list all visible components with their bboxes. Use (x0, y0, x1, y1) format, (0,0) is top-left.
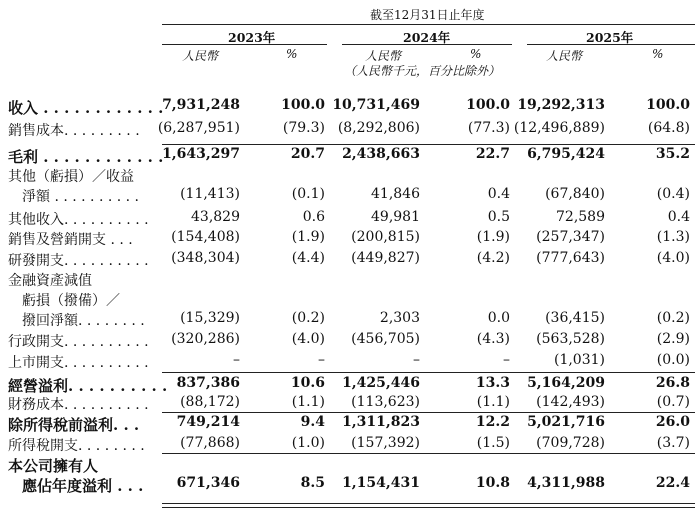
row-label: 撥回淨額. . . . . . . . (22, 313, 145, 329)
cell-amount-2025: (709,728) (536, 435, 605, 451)
row-label: 研發開支. . . . . . . . . . (8, 253, 149, 269)
year-rule-2023 (162, 44, 327, 45)
percent-label-2023: % (286, 47, 298, 61)
cell-pct-2024: (77.3) (467, 120, 510, 136)
row-label: 銷售及營銷開支 . . . (8, 232, 133, 248)
cell-amount-2025: (257,347) (536, 229, 605, 245)
cell-pct-2025: (64.8) (647, 120, 690, 136)
cell-amount-2024: 10,731,469 (332, 97, 420, 113)
cell-pct-2023: 0.6 (302, 209, 325, 225)
cell-amount-2025: 5,164,209 (527, 375, 605, 391)
cell-pct-2025: (0.4) (656, 186, 690, 202)
year-rule-2025 (527, 44, 695, 45)
row-label: 金融資產減值 (8, 273, 92, 289)
cell-pct-2023: (1.0) (291, 435, 325, 451)
year-rule-2024 (342, 44, 512, 45)
currency-label-2023: 人民幣 (182, 49, 219, 63)
row-label: 虧損（撥備）／ (22, 293, 120, 309)
cell-amount-2025: 72,589 (556, 209, 605, 225)
cell-pct-2024: (1.1) (476, 394, 510, 410)
cell-amount-2025: (1,031) (553, 352, 605, 368)
year-2025: 2025年 (586, 30, 634, 45)
cell-amount-2024: 49,981 (371, 209, 420, 225)
rule-bottom-2 (162, 507, 695, 508)
rule-pbt-top (162, 412, 695, 413)
rule-op-profit-top (162, 372, 695, 373)
cell-amount-2023: (88,172) (180, 394, 240, 410)
cell-pct-2023: (1.9) (291, 229, 325, 245)
cell-pct-2023: – (318, 352, 325, 368)
cell-pct-2023: 8.5 (300, 475, 325, 491)
cell-pct-2024: – (503, 352, 510, 368)
cell-amount-2023: (154,408) (171, 229, 240, 245)
cell-pct-2025: 22.4 (655, 475, 690, 491)
cell-amount-2024: (456,705) (351, 331, 420, 347)
cell-pct-2025: (1.3) (656, 229, 690, 245)
cell-pct-2023: 20.7 (290, 146, 325, 162)
cell-amount-2025: (142,493) (536, 394, 605, 410)
cell-amount-2025: (36,415) (545, 310, 605, 326)
currency-label-2024: 人民幣 (365, 49, 402, 63)
cell-pct-2024: 10.8 (475, 475, 510, 491)
row-label: 財務成本. . . . . . . . . . (8, 397, 149, 413)
cell-amount-2023: (77,868) (180, 435, 240, 451)
cell-amount-2023: 671,346 (176, 475, 240, 491)
cell-amount-2024: 2,438,663 (342, 146, 420, 162)
cell-pct-2024: (1.5) (476, 435, 510, 451)
row-label: 行政開支. . . . . . . . . . (8, 334, 149, 350)
cell-amount-2023: (11,413) (180, 186, 240, 202)
row-label: 經營溢利. . . . . . . . . . (8, 377, 168, 395)
cell-amount-2023: 43,829 (191, 209, 240, 225)
row-label: 淨額 . . . . . . . . . . (22, 189, 140, 205)
cell-amount-2023: 1,643,297 (162, 146, 240, 162)
cell-pct-2023: (0.1) (291, 186, 325, 202)
cell-amount-2024: 1,311,823 (342, 414, 420, 430)
row-label: 其他（虧損）／收益 (8, 169, 134, 185)
cell-pct-2024: (4.2) (476, 250, 510, 266)
cell-amount-2024: (113,623) (351, 394, 420, 410)
cell-amount-2025: (777,643) (536, 250, 605, 266)
cell-pct-2024: 0.5 (487, 209, 510, 225)
year-2024: 2024年 (403, 30, 451, 45)
cell-pct-2023: (1.1) (291, 394, 325, 410)
cell-amount-2023: (6,287,951) (157, 120, 240, 136)
row-label: 其他收入. . . . . . . . . . (8, 212, 149, 228)
cell-pct-2024: 0.4 (487, 186, 510, 202)
cell-pct-2025: (0.2) (656, 310, 690, 326)
row-label: 應佔年度溢利 . . . (22, 477, 144, 495)
cell-pct-2023: 100.0 (281, 97, 325, 113)
year-2023: 2023年 (228, 30, 276, 45)
cell-amount-2025: 19,292,313 (517, 97, 605, 113)
cell-amount-2023: (348,304) (171, 250, 240, 266)
row-label: 毛利 . . . . . . . . . . . . (8, 148, 164, 166)
cell-pct-2025: (3.7) (656, 435, 690, 451)
cell-pct-2025: (4.0) (656, 250, 690, 266)
unit-note: （人民幣千元，百分比除外） (344, 64, 501, 78)
cell-amount-2023: (320,286) (171, 331, 240, 347)
row-label: 銷售成本. . . . . . . . . (8, 123, 140, 139)
cell-amount-2023: 749,214 (176, 414, 240, 430)
cell-amount-2023: 837,386 (176, 375, 240, 391)
cell-pct-2025: (2.9) (656, 331, 690, 347)
cell-pct-2024: (1.9) (476, 229, 510, 245)
period-title: 截至12月31日止年度 (370, 8, 485, 22)
cell-amount-2024: – (413, 352, 420, 368)
header-rule (162, 24, 695, 25)
cell-pct-2025: 26.8 (655, 375, 690, 391)
cell-amount-2023: 7,931,248 (162, 97, 240, 113)
row-label: 上市開支. . . . . . . . . . (8, 355, 149, 371)
cell-pct-2025: (0.7) (656, 394, 690, 410)
row-label: 除所得稅前溢利. . . (8, 416, 140, 434)
cell-pct-2023: (0.2) (291, 310, 325, 326)
cell-pct-2023: 10.6 (290, 375, 325, 391)
cell-amount-2025: (12,496,889) (513, 120, 605, 136)
cell-amount-2023: – (233, 352, 240, 368)
cell-amount-2024: (8,292,806) (337, 120, 420, 136)
cell-amount-2024: 1,154,431 (342, 475, 420, 491)
cell-pct-2025: 35.2 (655, 146, 690, 162)
cell-pct-2025: (0.0) (656, 352, 690, 368)
cell-amount-2024: 2,303 (379, 310, 420, 326)
cell-pct-2024: 22.7 (475, 146, 510, 162)
currency-label-2025: 人民幣 (546, 49, 583, 63)
cell-amount-2024: (200,815) (351, 229, 420, 245)
cell-pct-2023: (4.4) (291, 250, 325, 266)
cell-pct-2023: (4.0) (291, 331, 325, 347)
cell-pct-2023: 9.4 (300, 414, 325, 430)
row-label: 本公司擁有人 (8, 457, 99, 475)
cell-amount-2025: 6,795,424 (527, 146, 605, 162)
cell-amount-2024: (157,392) (351, 435, 420, 451)
cell-amount-2023: (15,329) (180, 310, 240, 326)
cell-pct-2024: 13.3 (475, 375, 510, 391)
cell-pct-2025: 0.4 (667, 209, 690, 225)
cell-pct-2023: (79.3) (282, 120, 325, 136)
percent-label-2024: % (470, 47, 482, 61)
cell-pct-2024: 100.0 (466, 97, 510, 113)
cell-pct-2024: 12.2 (475, 414, 510, 430)
rule-net-profit-top (162, 453, 695, 454)
cell-amount-2024: 1,425,446 (342, 375, 420, 391)
cell-amount-2024: 41,846 (371, 186, 420, 202)
rule-gross-profit-top (162, 144, 695, 145)
cell-amount-2025: 4,311,988 (527, 475, 605, 491)
cell-pct-2024: 0.0 (487, 310, 510, 326)
cell-amount-2025: (67,840) (545, 186, 605, 202)
rule-bottom-1 (162, 503, 695, 504)
cell-amount-2025: 5,021,716 (527, 414, 605, 430)
row-label: 收入 . . . . . . . . . . . . (8, 99, 164, 117)
percent-label-2025: % (652, 47, 664, 61)
cell-amount-2025: (563,528) (536, 331, 605, 347)
cell-amount-2024: (449,827) (351, 250, 420, 266)
row-label: 所得稅開支. . . . . . . . (8, 438, 145, 454)
cell-pct-2024: (4.3) (476, 331, 510, 347)
cell-pct-2025: 26.0 (655, 414, 690, 430)
cell-pct-2025: 100.0 (646, 97, 690, 113)
